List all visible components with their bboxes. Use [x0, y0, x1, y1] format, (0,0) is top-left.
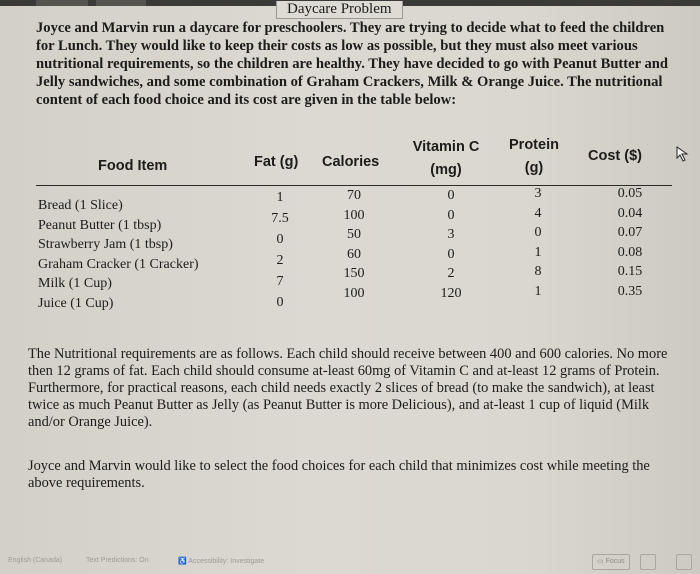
- table-cell: 0: [447, 188, 455, 203]
- table-cell: 70: [347, 188, 361, 203]
- table-cell: 1: [276, 190, 284, 205]
- table-cell: Juice (1 Cup): [38, 295, 114, 311]
- table-cell: 8: [534, 264, 542, 279]
- table-cell: 0.05: [617, 186, 643, 201]
- title-box: [276, 0, 403, 18]
- table-cell: 150: [343, 266, 365, 281]
- table-cell: 0.08: [617, 244, 643, 260]
- focus-icon: ▭: [597, 558, 606, 565]
- header-fat: Fat (g): [254, 154, 299, 170]
- table-cell: 60: [347, 246, 361, 262]
- food-item-column: [38, 196, 199, 313]
- table-cell: Bread (1 Slice): [38, 198, 123, 213]
- intro-paragraph: Joyce and Marvin run a daycare for preschoolers. They are trying to decide what to feed the children for Lunch. They would like to keep their costs as low as possible, but they must also meet various nutritional requirements, so the children are healthy. They have decided to go with Peanut Butter and Jelly sandwiches, and some combination of Graham Crackers, Milk & Orange Juice. The nutritional content of each food choice and its cost are given in the table below:: [36, 20, 669, 108]
- table-cell: 3: [534, 186, 542, 201]
- table-cell: Peanut Butter (1 tbsp): [38, 217, 162, 233]
- cost-column: [600, 184, 660, 301]
- requirements-paragraph: The Nutritional requirements are as follows. Each child should receive between 400 and 600 calories. No more then 12 grams of fat. Each child should consume at-least 60mg of Vitamin C and at-least 12 grams of Protein. Furthermore, for practical reasons, each child needs exactly 2 slices of bread (to make the sandwich), at least twice as much Peanut Butter as Jelly (as Peanut Butter is more Delicious), and at-least 1 cup of liquid (Milk and/or Orange Juice).: [28, 346, 668, 430]
- table-cell: 100: [343, 207, 365, 223]
- print-layout-icon[interactable]: [640, 554, 656, 570]
- status-bar: [0, 552, 700, 574]
- table-header: [36, 132, 672, 182]
- focus-button[interactable]: ▭ Focus: [592, 554, 630, 570]
- fat-column: [254, 187, 306, 313]
- web-layout-icon[interactable]: [676, 554, 692, 570]
- table-cell: 0: [447, 207, 455, 223]
- header-protein: Protein (g): [509, 137, 559, 176]
- accessibility-icon: ♿: [178, 558, 189, 565]
- table-cell: 0: [447, 246, 455, 262]
- table-cell: 0.35: [617, 283, 643, 299]
- table-cell: 2: [447, 266, 455, 281]
- table-cell: 7.5: [271, 211, 289, 226]
- table-cell: Graham Cracker (1 Cracker): [38, 256, 199, 272]
- table-cell: 100: [343, 285, 365, 301]
- table-cell: 4: [534, 205, 542, 221]
- table-cell: 0.15: [617, 264, 643, 279]
- header-cost: Cost ($): [588, 148, 642, 164]
- text-predictions-status[interactable]: Text Predictions: On: [86, 557, 149, 564]
- table-cell: Strawberry Jam (1 tbsp): [38, 237, 173, 252]
- table-cell: 2: [276, 253, 284, 268]
- table-cell: 0.07: [617, 225, 643, 240]
- language-status[interactable]: English (Canada): [8, 557, 63, 564]
- table-cell: 0: [534, 225, 542, 240]
- table-cell: 1: [534, 283, 542, 299]
- mouse-cursor-icon: [676, 146, 690, 162]
- calories-column: [323, 186, 385, 303]
- header-food-item: Food Item: [98, 158, 168, 174]
- header-vitamin-c: Vitamin C (mg): [412, 139, 480, 178]
- page-title: Daycare Problem: [276, 1, 403, 19]
- table-cell: 0: [276, 232, 284, 247]
- table-cell: Milk (1 Cup): [38, 276, 112, 291]
- vitamin-c-column: [425, 186, 477, 303]
- accessibility-status[interactable]: ♿ Accessibility: Investigate: [178, 558, 265, 565]
- table-cell: 0: [276, 295, 284, 310]
- protein-column: [513, 184, 563, 301]
- table-cell: 120: [440, 285, 462, 301]
- table-cell: 1: [534, 244, 542, 260]
- table-cell: 0.04: [617, 205, 643, 221]
- table-cell: 50: [347, 227, 361, 242]
- table-cell: 7: [276, 274, 284, 289]
- header-calories: Calories: [322, 154, 380, 170]
- table-cell: 3: [447, 227, 455, 242]
- goal-paragraph: Joyce and Marvin would like to select the food choices for each child that minimizes cost while meeting the above requirements.: [28, 458, 650, 491]
